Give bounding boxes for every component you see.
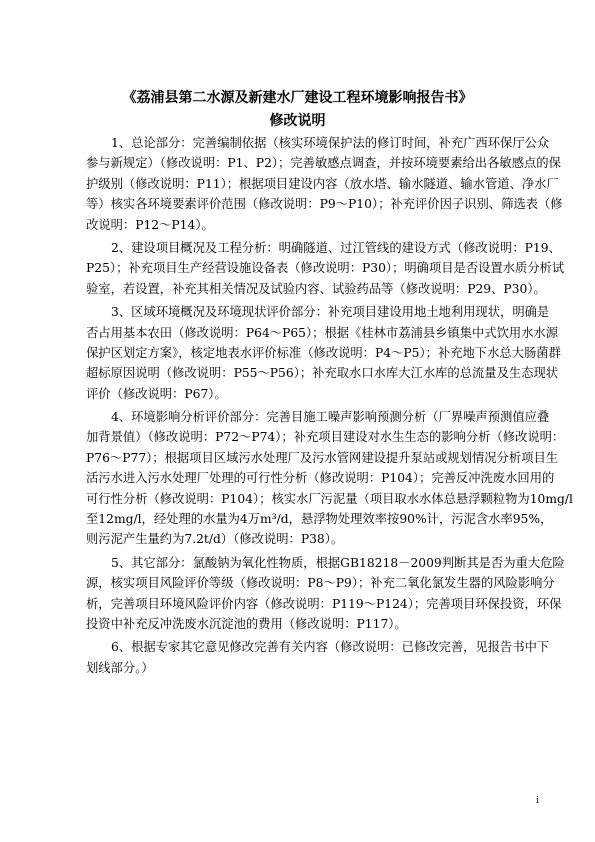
paragraph-line: 改说明：P12～P14）。 [86,217,214,232]
paragraph-line: P76～P77）；根据项目区域污水处理厂及污水管网建设提升泵站或规划情况分析项目生 [86,450,559,465]
paragraph-line: 至12mg/l，经处理的水量为4万m³/d，悬浮物处理效率按90%计，污泥含水率95%， [86,512,553,527]
paragraph-line: 评价（修改说明：P67）。 [86,386,227,401]
paragraph-line: 否占用基本农田（修改说明：P64～P65）；根据《桂林市荔浦县乡镇集中式饮用水水源 [86,325,559,340]
paragraph-line: 2、建设项目概况及工程分析：明确隧道、过江管线的建设方式（修改说明：P19、 [111,240,561,255]
document-subtitle: 修改说明 [269,113,326,129]
paragraph-line: 等）核实各环境要素评价范围（修改说明：P9～P10）；补充评价因子识别、筛选表（修 [86,197,563,212]
paragraph-line: 活污水进入污水处理厂处理的可行性分析（修改说明：P104）；完善反冲洗废水回用的 [86,471,555,486]
paragraph-line: 验室，若设置，补充其相关情况及试验内容、试验药品等（修改说明：P29、P30）。 [86,281,546,296]
paragraph-line: 5、其它部分：氯酸钠为氧化性物质，根据GB18218－2009判断其是否为重大危险 [111,555,565,570]
paragraph-line: 析，完善项目环境风险评价内容（修改说明：P119～P124）；完善项目环保投资，环保 [86,596,562,611]
document-title: 《荔浦县第二水源及新建水厂建设工程环境影响报告书》 [122,90,473,106]
paragraph-section-5 [86,553,565,635]
paragraph-line: 保护区划定方案》，核定地表水评价标准（修改说明：P4～P5）；补充地下水总大肠菌群 [86,345,561,360]
paragraph-line: 1、总论部分：完善编制依据（核实环境保护法的修订时间，补充广西环保厅公众 [111,136,550,150]
paragraph-line: 加背景值）（修改说明：P72～P74）；补充项目建设对水生生态的影响分析（修改说明： [86,430,565,445]
paragraph-line: 划线部分。） [86,660,154,675]
page-number: i [536,796,539,806]
paragraph-section-3 [86,302,561,404]
paragraph-line: 4、环境影响分析评价部分：完善目施工噪声影响预测分析（厂界噪声预测值应叠 [111,410,550,425]
document-body [86,133,573,681]
paragraph-line: 护级别（修改说明：P11）；根据项目建设内容（放水塔、输水隧道、输水管道、净水厂 [86,176,559,191]
paragraph-section-4 [86,407,573,550]
paragraph-section-2 [86,238,565,299]
paragraph-line: 6、根据专家其它意见修改完善有关内容（修改说明：已修改完善，见报告书中下 [111,640,550,655]
paragraph-line: 则污泥产生量约为7.2t/d）（修改说明：P38）。 [86,532,344,547]
paragraph-section-1 [86,133,563,235]
paragraph-line: 源，核实项目风险评价等级（修改说明：P8～P9）；补充二氧化氯发生器的风险影响分 [86,576,555,591]
paragraph-line: 超标原因说明（修改说明：P55～P56）；补充取水口水库大江水库的总流量及生态现状 [86,366,559,381]
paragraph-line: P25）；补充项目生产经营设施设备表（修改说明：P30）；明确项目是否设置水质分析试 [86,261,565,276]
paragraph-line: 投资中补充反冲洗废水沉淀池的费用（修改说明：P117）。 [86,616,407,631]
paragraph-section-6 [86,637,550,678]
paragraph-line: 3、区域环境概况及环境现状评价部分：补充项目建设用地土地利用现状，明确是 [111,305,550,320]
paragraph-line: 可行性分析（修改说明：P104）；核实水厂污泥量（项目取水水体总悬浮颗粒物为10mg/l [86,491,573,506]
paragraph-line: 参与新规定）（修改说明：P1、P2）；完善敏感点调查，并按环境要素给出各敏感点的保 [86,156,561,171]
